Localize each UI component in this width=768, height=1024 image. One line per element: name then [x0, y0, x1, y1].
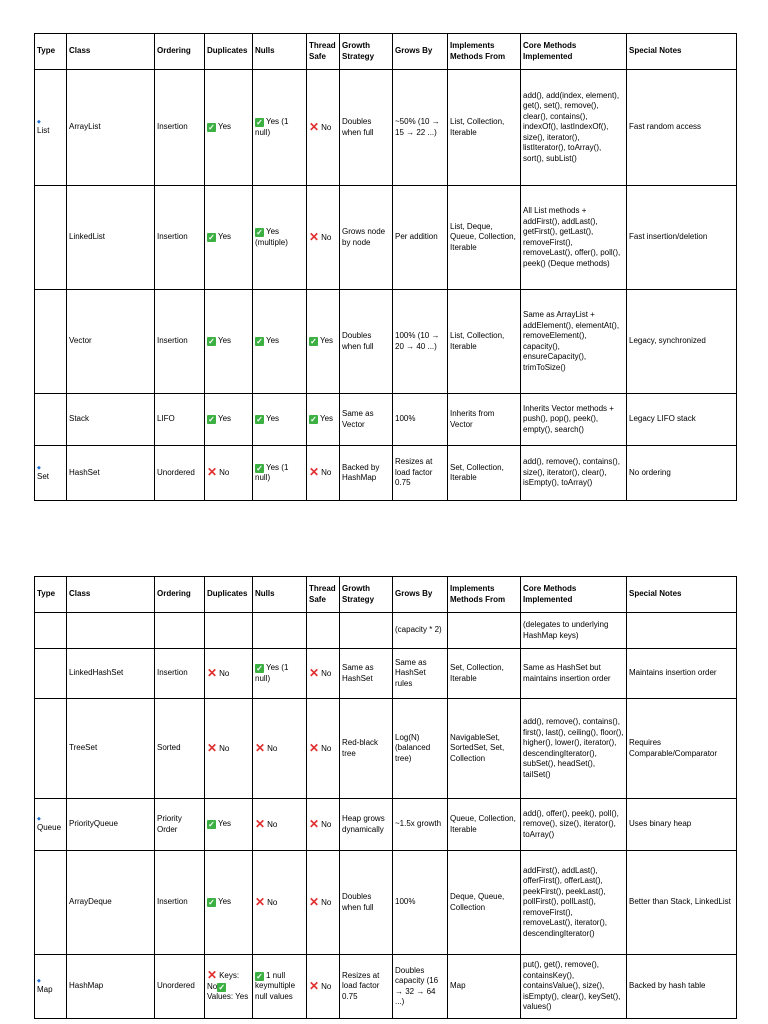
class-cell: ArrayDeque: [67, 851, 155, 955]
header-cell: Special Notes: [627, 34, 737, 70]
table-row: [35, 649, 737, 699]
growth-strategy-cell: Doubles when full: [340, 851, 393, 955]
type-cell: [35, 649, 67, 699]
cross-icon: ✕: [309, 816, 320, 831]
grows-by-cell: Doubles capacity (16 → 32 → 64 ...): [393, 955, 448, 1019]
type-cell: [35, 851, 67, 955]
type-label: Set: [37, 471, 50, 481]
nulls-cell: [253, 649, 307, 699]
duplicates-cell: [205, 394, 253, 446]
duplicates-cell: [205, 186, 253, 290]
core-methods-cell: Same as HashSet but maintains insertion order: [521, 649, 627, 699]
growth-strategy-cell: Grows node by node: [340, 186, 393, 290]
ordering-cell: Insertion: [155, 70, 205, 186]
core-methods-cell: add(), offer(), peek(), poll(), remove(), size(), iterator(), toArray(): [521, 799, 627, 851]
check-icon: ✓: [256, 337, 263, 347]
special-notes-cell: Better than Stack, LinkedList: [627, 851, 737, 955]
check-icon: ✓: [256, 118, 263, 127]
cross-icon: ✕: [309, 740, 320, 755]
cell-text: Yes (1 null): [255, 117, 289, 137]
bullet-icon: ◆: [37, 816, 41, 823]
cell-text: No: [321, 668, 332, 678]
table-row: [35, 851, 737, 955]
thread-safe-cell: [307, 649, 340, 699]
check-icon: ✓: [208, 123, 215, 133]
class-cell: [67, 613, 155, 649]
growth-strategy-cell: Doubles when full: [340, 290, 393, 394]
growth-strategy-cell: Heap grows dynamically: [340, 799, 393, 851]
header-cell: Class: [67, 577, 155, 613]
ordering-cell: Insertion: [155, 186, 205, 290]
cross-icon: ✕: [255, 816, 266, 831]
special-notes-cell: Uses binary heap: [627, 799, 737, 851]
type-cell: [35, 186, 67, 290]
header-cell: Type: [35, 577, 67, 613]
cell-text: Yes: [218, 122, 232, 132]
thread-safe-cell: [307, 290, 340, 394]
header-cell: Class: [67, 34, 155, 70]
cross-icon: ✕: [255, 740, 266, 755]
growth-strategy-cell: Red-black tree: [340, 699, 393, 799]
core-methods-cell: All List methods + addFirst(), addLast(), getFirst(), getLast(), removeFirst(), removeLast(), offer(), poll(), peek() (Deque methods): [521, 186, 627, 290]
check-icon: ✓: [208, 820, 215, 830]
grows-by-cell: ~50% (10 → 15 → 22 ...): [393, 70, 448, 186]
type-cell: [35, 613, 67, 649]
grows-by-cell: 100%: [393, 851, 448, 955]
thread-safe-cell: [307, 613, 340, 649]
grows-by-cell: ~1.5x growth: [393, 799, 448, 851]
check-icon: ✓: [218, 982, 226, 992]
cell-text: Yes: [320, 414, 334, 424]
check-icon: ✓: [310, 415, 317, 425]
core-methods-cell: add(), remove(), contains(), size(), iterator(), clear(), isEmpty(), toArray(): [521, 446, 627, 501]
check-icon: ✓: [310, 337, 317, 347]
header-row: [35, 34, 737, 70]
ordering-cell: [155, 613, 205, 649]
thread-safe-cell: [307, 851, 340, 955]
collections-table-part-1: [34, 33, 737, 501]
class-cell: ArrayList: [67, 70, 155, 186]
implements-cell: List, Deque, Queue, Collection, Iterable: [448, 186, 521, 290]
cross-icon: ✕: [309, 229, 320, 244]
cell-text: Yes: [266, 336, 280, 346]
cross-icon: ✕: [207, 465, 218, 480]
type-label: Queue: [37, 823, 62, 833]
header-cell: Nulls: [253, 34, 307, 70]
bullet-icon: ◆: [37, 978, 41, 985]
core-methods-cell: (delegates to underlying HashMap keys): [521, 613, 627, 649]
special-notes-cell: [627, 613, 737, 649]
duplicates-cell: [205, 955, 253, 1019]
special-notes-cell: Fast insertion/deletion: [627, 186, 737, 290]
class-cell: HashMap: [67, 955, 155, 1019]
cell-text: Yes: [218, 819, 232, 829]
special-notes-cell: Fast random access: [627, 70, 737, 186]
header-cell: Thread Safe: [307, 34, 340, 70]
grows-by-cell: Log(N) (balanced tree): [393, 699, 448, 799]
implements-cell: Queue, Collection, Iterable: [448, 799, 521, 851]
core-methods-cell: add(), remove(), contains(), first(), last(), ceiling(), floor(), higher(), lower(), iterator(), descendingIterator(), subSet(), headSet(), tailSet(): [521, 699, 627, 799]
nulls-cell: [253, 955, 307, 1019]
cell-text: Yes (multiple): [255, 227, 288, 247]
class-cell: LinkedHashSet: [67, 649, 155, 699]
duplicates-cell: [205, 290, 253, 394]
cell-text: No: [321, 897, 332, 907]
header-cell: Implements Methods From: [448, 577, 521, 613]
cell-text: Yes: [218, 232, 232, 242]
cell-text: 1 null keymultiple null values: [255, 970, 296, 1001]
cell-text: No: [321, 819, 332, 829]
table-row: [35, 290, 737, 394]
ordering-cell: Unordered: [155, 955, 205, 1019]
cell-text: Yes: [320, 336, 334, 346]
cell-text: No: [321, 122, 332, 132]
class-cell: TreeSet: [67, 699, 155, 799]
header-cell: Duplicates: [205, 34, 253, 70]
growth-strategy-cell: Doubles when full: [340, 70, 393, 186]
implements-cell: List, Collection, Iterable: [448, 290, 521, 394]
grows-by-cell: Per addition: [393, 186, 448, 290]
cell-text: No: [321, 232, 332, 242]
thread-safe-cell: [307, 699, 340, 799]
thread-safe-cell: [307, 446, 340, 501]
table-row: [35, 955, 737, 1019]
header-cell: Core Methods Implemented: [521, 34, 627, 70]
check-icon: ✓: [256, 971, 263, 981]
header-cell: Special Notes: [627, 577, 737, 613]
duplicates-cell: [205, 613, 253, 649]
type-label: Map: [37, 985, 53, 995]
ordering-cell: LIFO: [155, 394, 205, 446]
class-cell: Vector: [67, 290, 155, 394]
table-row: [35, 446, 737, 501]
check-icon: ✓: [256, 664, 263, 673]
cross-icon: ✕: [207, 968, 218, 983]
special-notes-cell: Legacy LIFO stack: [627, 394, 737, 446]
header-cell: Grows By: [393, 34, 448, 70]
class-cell: Stack: [67, 394, 155, 446]
cell-text: Keys: No: [207, 971, 240, 991]
growth-strategy-cell: Same as Vector: [340, 394, 393, 446]
cell-text: Yes (1 null): [255, 462, 289, 482]
implements-cell: Inherits from Vector: [448, 394, 521, 446]
implements-cell: Set, Collection, Iterable: [448, 446, 521, 501]
cell-text: Yes: [266, 414, 280, 424]
bullet-icon: ◆: [37, 464, 41, 471]
grows-by-cell: Resizes at load factor 0.75: [393, 446, 448, 501]
cross-icon: ✕: [309, 465, 320, 480]
cell-text: No: [267, 743, 278, 753]
cell-text: No: [219, 743, 230, 753]
table-row: [35, 70, 737, 186]
type-label: List: [37, 126, 50, 136]
cell-text: Yes: [218, 897, 232, 907]
header-row: [35, 577, 737, 613]
growth-strategy-cell: [340, 613, 393, 649]
core-methods-cell: add(), add(index, element), get(), set(), remove(), clear(), contains(), indexOf(), lastIndexOf(), size(), iterator(), listIterator(), toArray(), sort(), subList(): [521, 70, 627, 186]
nulls-cell: [253, 290, 307, 394]
class-cell: LinkedList: [67, 186, 155, 290]
ordering-cell: Sorted: [155, 699, 205, 799]
check-icon: ✓: [208, 898, 215, 908]
nulls-cell: [253, 186, 307, 290]
ordering-cell: Insertion: [155, 649, 205, 699]
header-cell: Ordering: [155, 34, 205, 70]
implements-cell: Set, Collection, Iterable: [448, 649, 521, 699]
collections-table-part-2: [34, 576, 737, 1019]
cross-icon: ✕: [309, 665, 320, 680]
cross-icon: ✕: [255, 894, 266, 909]
nulls-cell: [253, 446, 307, 501]
duplicates-cell: [205, 70, 253, 186]
header-cell: Type: [35, 34, 67, 70]
growth-strategy-cell: Resizes at load factor 0.75: [340, 955, 393, 1019]
cell-text: No: [321, 468, 332, 478]
cross-icon: ✕: [309, 978, 320, 993]
type-cell: [35, 446, 67, 501]
ordering-cell: Priority Order: [155, 799, 205, 851]
header-cell: Core Methods Implemented: [521, 577, 627, 613]
cell-text: No: [219, 668, 230, 678]
header-cell: Implements Methods From: [448, 34, 521, 70]
special-notes-cell: Maintains insertion order: [627, 649, 737, 699]
nulls-cell: [253, 799, 307, 851]
check-icon: ✓: [256, 228, 263, 237]
implements-cell: Map: [448, 955, 521, 1019]
nulls-cell: [253, 851, 307, 955]
duplicates-cell: [205, 799, 253, 851]
special-notes-cell: No ordering: [627, 446, 737, 501]
type-cell: [35, 955, 67, 1019]
nulls-cell: [253, 70, 307, 186]
header-cell: Grows By: [393, 577, 448, 613]
check-icon: ✓: [208, 415, 215, 425]
cross-icon: ✕: [207, 665, 218, 680]
table-row: [35, 613, 737, 649]
special-notes-cell: Backed by hash table: [627, 955, 737, 1019]
thread-safe-cell: [307, 955, 340, 1019]
grows-by-cell: 100%: [393, 394, 448, 446]
core-methods-cell: put(), get(), remove(), containsKey(), containsValue(), size(), isEmpty(), clear(), keySet(), values(): [521, 955, 627, 1019]
duplicates-cell: [205, 649, 253, 699]
check-icon: ✓: [256, 463, 263, 473]
implements-cell: Deque, Queue, Collection: [448, 851, 521, 955]
class-cell: PriorityQueue: [67, 799, 155, 851]
ordering-cell: Insertion: [155, 290, 205, 394]
cell-text: No: [321, 981, 332, 991]
table-row: [35, 186, 737, 290]
growth-strategy-cell: Backed by HashMap: [340, 446, 393, 501]
table-row: [35, 799, 737, 851]
ordering-cell: Unordered: [155, 446, 205, 501]
ordering-cell: Insertion: [155, 851, 205, 955]
cell-text: Yes: [218, 336, 232, 346]
cross-icon: ✕: [207, 740, 218, 755]
header-cell: Thread Safe: [307, 577, 340, 613]
core-methods-cell: Same as ArrayList + addElement(), elementAt(), removeElement(), capacity(), ensureCapacity(), trimToSize(): [521, 290, 627, 394]
bullet-icon: ◆: [37, 119, 41, 126]
cell-text: No: [267, 819, 278, 829]
header-cell: Growth Strategy: [340, 577, 393, 613]
thread-safe-cell: [307, 394, 340, 446]
duplicates-cell: [205, 699, 253, 799]
nulls-cell: [253, 394, 307, 446]
header-cell: Ordering: [155, 577, 205, 613]
cell-text: Yes: [218, 414, 232, 424]
check-icon: ✓: [256, 415, 263, 425]
nulls-cell: [253, 699, 307, 799]
table-row: [35, 394, 737, 446]
core-methods-cell: Inherits Vector methods + push(), pop(), peek(), empty(), search(): [521, 394, 627, 446]
check-icon: ✓: [208, 233, 215, 243]
cell-text: No: [219, 468, 230, 478]
table-row: [35, 699, 737, 799]
header-cell: Nulls: [253, 577, 307, 613]
type-cell: [35, 290, 67, 394]
type-cell: [35, 699, 67, 799]
grows-by-cell: Same as HashSet rules: [393, 649, 448, 699]
type-cell: [35, 70, 67, 186]
special-notes-cell: Legacy, synchronized: [627, 290, 737, 394]
growth-strategy-cell: Same as HashSet: [340, 649, 393, 699]
check-icon: ✓: [208, 337, 215, 347]
class-cell: HashSet: [67, 446, 155, 501]
thread-safe-cell: [307, 799, 340, 851]
grows-by-cell: 100% (10 → 20 → 40 ...): [393, 290, 448, 394]
cell-text: Yes (1 null): [255, 663, 289, 683]
type-cell: [35, 799, 67, 851]
cell-text: No: [321, 743, 332, 753]
thread-safe-cell: [307, 70, 340, 186]
implements-cell: List, Collection, Iterable: [448, 70, 521, 186]
cross-icon: ✕: [309, 119, 320, 134]
cross-icon: ✕: [309, 894, 320, 909]
thread-safe-cell: [307, 186, 340, 290]
special-notes-cell: Requires Comparable/Comparator: [627, 699, 737, 799]
implements-cell: NavigableSet, SortedSet, Set, Collection: [448, 699, 521, 799]
nulls-cell: [253, 613, 307, 649]
duplicates-cell: [205, 446, 253, 501]
duplicates-cell: [205, 851, 253, 955]
grows-by-cell: (capacity * 2): [393, 613, 448, 649]
header-cell: Duplicates: [205, 577, 253, 613]
type-cell: [35, 394, 67, 446]
core-methods-cell: addFirst(), addLast(), offerFirst(), offerLast(), peekFirst(), peekLast(), pollFirst(), pollLast(), removeFirst(), removeLast(), iterator(), descendingIterator(): [521, 851, 627, 955]
implements-cell: [448, 613, 521, 649]
header-cell: Growth Strategy: [340, 34, 393, 70]
cell-text: No: [267, 897, 278, 907]
cell-text: Values: Yes: [207, 992, 249, 1002]
